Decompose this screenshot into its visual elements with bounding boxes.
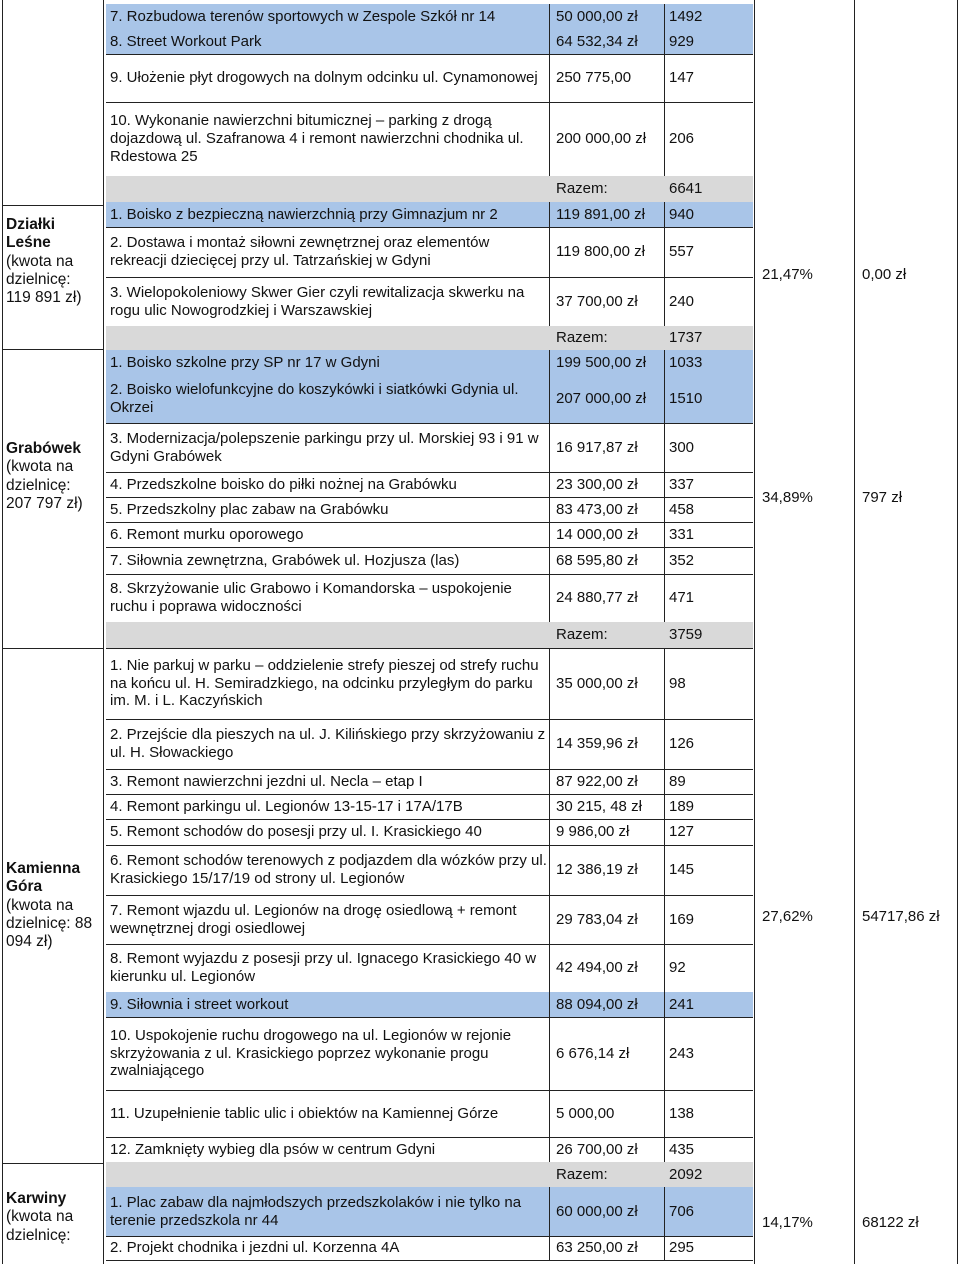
table-row bbox=[106, 472, 753, 497]
project-amount: 6 676,14 zł bbox=[556, 1044, 630, 1062]
cell-divider bbox=[549, 1187, 550, 1236]
cell-divider bbox=[549, 769, 550, 794]
total-row bbox=[106, 1162, 753, 1187]
district-percent: 14,17% bbox=[762, 1214, 813, 1231]
project-name: 1. Boisko szkolne przy SP nr 17 w Gdyni bbox=[110, 353, 380, 371]
total-label: Razem: bbox=[556, 180, 608, 198]
project-amount: 199 500,00 zł bbox=[556, 353, 647, 371]
project-name: 10. Wykonanie nawierzchni bitumicznej – parking z drogą dojazdową ul. Szafranowa 4 i remont nawierzchni chodnika ul. Rdestowa 25 bbox=[110, 112, 524, 165]
cell-divider bbox=[549, 895, 550, 944]
cell-divider bbox=[664, 1137, 665, 1162]
district-remaining: 54717,86 zł bbox=[862, 908, 940, 925]
cell-divider bbox=[549, 423, 550, 472]
cell-divider bbox=[549, 719, 550, 769]
total-votes: 2092 bbox=[669, 1165, 703, 1183]
project-votes: 243 bbox=[669, 1044, 695, 1062]
cell-divider bbox=[664, 648, 665, 719]
cell-divider bbox=[664, 423, 665, 472]
project-votes: 147 bbox=[669, 69, 695, 87]
district-cell-dzialki-lesne bbox=[6, 216, 96, 307]
project-votes: 189 bbox=[669, 797, 695, 815]
cell-divider bbox=[549, 1090, 550, 1137]
project-amount: 42 494,00 zł bbox=[556, 959, 638, 977]
cell-divider bbox=[549, 1017, 550, 1090]
project-votes: 929 bbox=[669, 32, 695, 50]
cell-divider bbox=[664, 497, 665, 522]
project-name: 7. Siłownia zewnętrzna, Grabówek ul. Hozjusza (las) bbox=[110, 551, 460, 569]
cell-divider bbox=[664, 845, 665, 895]
project-name: 8. Street Workout Park bbox=[110, 32, 262, 50]
project-amount: 119 800,00 zł bbox=[556, 243, 645, 261]
project-amount: 83 473,00 zł bbox=[556, 500, 638, 518]
project-amount: 24 880,77 zł bbox=[556, 589, 638, 607]
district-remaining: 0,00 zł bbox=[862, 266, 907, 283]
district-cell-grabowek bbox=[6, 440, 96, 513]
project-name: 7. Remont wjazdu ul. Legionów na drogę osiedlową + remont wewnętrznej drogi osiedlowej bbox=[110, 901, 517, 937]
project-amount: 64 532,34 zł bbox=[556, 32, 638, 50]
table-row bbox=[106, 1236, 753, 1260]
project-name: 1. Plac zabaw dla najmłodszych przedszkolaków i nie tylko na terenie przedszkola nr 44 bbox=[110, 1193, 522, 1229]
district-remaining: 68122 zł bbox=[862, 1214, 919, 1231]
project-votes: 471 bbox=[669, 589, 695, 607]
grid-line bbox=[957, 0, 958, 1264]
cell-divider bbox=[549, 547, 550, 574]
project-votes: 240 bbox=[669, 292, 695, 310]
project-votes: 352 bbox=[669, 551, 695, 569]
district-divider bbox=[2, 205, 104, 206]
project-name: 3. Modernizacja/polepszenie parkingu przy ul. Morskiej 93 i 91 w Gdyni Grabówek bbox=[110, 429, 539, 465]
project-votes: 300 bbox=[669, 438, 695, 456]
cell-divider bbox=[664, 895, 665, 944]
project-amount: 119 891,00 zł bbox=[556, 205, 645, 223]
project-amount: 60 000,00 zł bbox=[556, 1202, 638, 1220]
total-label: Razem: bbox=[556, 329, 608, 347]
project-amount: 87 922,00 zł bbox=[556, 772, 638, 790]
cell-divider bbox=[664, 29, 665, 54]
table-row bbox=[106, 54, 753, 102]
project-name: 9. Siłownia i street workout bbox=[110, 995, 289, 1013]
table-row bbox=[106, 522, 753, 547]
row-divider bbox=[106, 1260, 753, 1261]
cell-divider bbox=[664, 227, 665, 277]
cell-divider bbox=[664, 794, 665, 819]
project-votes: 1033 bbox=[669, 353, 703, 371]
table-row bbox=[106, 202, 753, 227]
cell-divider bbox=[664, 4, 665, 29]
project-name: 3. Wielopokoleniowy Skwer Gier czyli rewitalizacja skwerku na rogu ulic Nowogrodzkiej i Warszawskiej bbox=[110, 283, 525, 319]
project-votes: 458 bbox=[669, 500, 695, 518]
project-amount: 16 917,87 zł bbox=[556, 438, 638, 456]
table-row bbox=[106, 1187, 753, 1236]
total-votes: 6641 bbox=[669, 180, 703, 198]
cell-divider bbox=[664, 375, 665, 423]
project-votes: 331 bbox=[669, 525, 695, 543]
table-row bbox=[106, 1090, 753, 1137]
project-name: 3. Remont nawierzchni jezdni ul. Necla – etap I bbox=[110, 772, 423, 790]
cell-divider bbox=[549, 648, 550, 719]
total-row bbox=[106, 176, 753, 202]
table-row bbox=[106, 227, 753, 277]
project-votes: 557 bbox=[669, 243, 695, 261]
project-name: 2. Dostawa i montaż siłowni zewnętrznej oraz elementów rekreacji dziecięcej przy ul. Tatrzańskiej w Gdyni bbox=[110, 234, 490, 269]
project-votes: 126 bbox=[669, 735, 695, 753]
district-cell-karwiny bbox=[6, 1190, 96, 1245]
project-votes: 145 bbox=[669, 861, 695, 879]
cell-divider bbox=[664, 719, 665, 769]
project-amount: 63 250,00 zł bbox=[556, 1239, 638, 1257]
cell-divider bbox=[664, 1236, 665, 1260]
project-votes: 435 bbox=[669, 1140, 695, 1158]
project-amount: 5 000,00 bbox=[556, 1104, 615, 1122]
table-row bbox=[106, 4, 753, 29]
total-row bbox=[106, 326, 753, 350]
district-divider bbox=[2, 1163, 104, 1164]
table-row bbox=[106, 102, 753, 176]
project-name: 4. Przedszkolne boisko do piłki nożnej na Grabówku bbox=[110, 475, 457, 493]
project-name: 7. Rozbudowa terenów sportowych w Zespole Szkół nr 14 bbox=[110, 7, 496, 25]
project-amount: 12 386,19 zł bbox=[556, 861, 638, 879]
cell-divider bbox=[664, 1090, 665, 1137]
project-name: 8. Remont wyjazdu z posesji przy ul. Ignacego Krasickiego 40 w kierunku ul. Legionów bbox=[110, 950, 537, 985]
district-cell-kamienna-gora bbox=[6, 860, 96, 951]
table-row bbox=[106, 29, 753, 54]
project-name: 4. Remont parkingu ul. Legionów 13-15-17 i 17A/17B bbox=[110, 797, 463, 815]
project-votes: 92 bbox=[669, 959, 686, 977]
cell-divider bbox=[664, 277, 665, 326]
project-name: 6. Remont murku oporowego bbox=[110, 525, 304, 543]
district-remaining: 797 zł bbox=[862, 489, 903, 506]
project-amount: 50 000,00 zł bbox=[556, 7, 638, 25]
project-votes: 1492 bbox=[669, 7, 703, 25]
project-votes: 1510 bbox=[669, 390, 703, 408]
project-votes: 138 bbox=[669, 1104, 695, 1122]
cell-divider bbox=[549, 944, 550, 992]
cell-divider bbox=[549, 794, 550, 819]
table-row bbox=[106, 423, 753, 472]
district-divider bbox=[2, 349, 104, 350]
cell-divider bbox=[664, 574, 665, 622]
district-name: Grabówek bbox=[6, 440, 81, 457]
total-label: Razem: bbox=[556, 626, 608, 644]
cell-divider bbox=[664, 522, 665, 547]
cell-divider bbox=[664, 769, 665, 794]
cell-divider bbox=[549, 29, 550, 54]
project-amount: 37 700,00 zł bbox=[556, 292, 638, 310]
district-name: Kamienna Góra bbox=[6, 860, 81, 896]
district-info: (kwota na dzielnicę: 207 797 zł) bbox=[6, 458, 83, 512]
project-name: 2. Przejście dla pieszych na ul. J. Kilińskiego przy skrzyżowaniu z ul. H. Słowackiego bbox=[110, 726, 546, 761]
project-votes: 295 bbox=[669, 1239, 695, 1257]
table-row bbox=[106, 277, 753, 326]
district-percent: 27,62% bbox=[762, 908, 813, 925]
grid-line bbox=[854, 0, 855, 1264]
table-row bbox=[106, 1017, 753, 1090]
project-name: 2. Boisko wielofunkcyjne do koszykówki i siatkówki Gdynia ul. Okrzei bbox=[110, 381, 519, 416]
district-percent: 21,47% bbox=[762, 266, 813, 283]
project-name: 9. Ułożenie płyt drogowych na dolnym odcinku ul. Cynamonowej bbox=[110, 69, 538, 87]
project-name: 11. Uzupełnienie tablic ulic i obiektów na Kamiennej Górze bbox=[110, 1104, 499, 1122]
project-votes: 241 bbox=[669, 995, 695, 1013]
project-name: 12. Zamknięty wybieg dla psów w centrum Gdyni bbox=[110, 1140, 436, 1158]
cell-divider bbox=[549, 1137, 550, 1162]
table-row bbox=[106, 375, 753, 423]
table-row bbox=[106, 350, 753, 375]
project-name: 1. Nie parkuj w parku – oddzielenie strefy pieszej od strefy ruchu na końcu ul. H. Semiradzkiego, na odcinku przyległym do parku im. M. i L. Kaczyńskich bbox=[110, 656, 539, 710]
cell-divider bbox=[549, 819, 550, 845]
cell-divider bbox=[549, 277, 550, 326]
project-amount: 68 595,80 zł bbox=[556, 551, 638, 569]
project-name: 5. Przedszkolny plac zabaw na Grabówku bbox=[110, 500, 389, 518]
cell-divider bbox=[549, 574, 550, 622]
project-amount: 14 359,96 zł bbox=[556, 735, 638, 753]
project-votes: 98 bbox=[669, 674, 686, 692]
project-amount: 26 700,00 zł bbox=[556, 1140, 638, 1158]
cell-divider bbox=[549, 497, 550, 522]
grid-line bbox=[2, 0, 3, 1264]
cell-divider bbox=[549, 102, 550, 176]
cell-divider bbox=[664, 1187, 665, 1236]
cell-divider bbox=[664, 819, 665, 845]
cell-divider bbox=[664, 350, 665, 375]
table-row bbox=[106, 497, 753, 522]
table-row bbox=[106, 1137, 753, 1162]
project-votes: 940 bbox=[669, 205, 695, 223]
project-votes: 206 bbox=[669, 130, 695, 148]
district-divider bbox=[2, 648, 104, 649]
total-votes: 1737 bbox=[669, 329, 703, 347]
project-name: 6. Remont schodów terenowych z podjazdem dla wózków przy ul. Krasickiego 15/17/19 od strony ul. Legionów bbox=[110, 852, 547, 887]
project-name: 10. Uspokojenie ruchu drogowego na ul. Legionów w rejonie skrzyżowania z ul. Krasickiego poprzez wykonanie progu zwalniającego bbox=[110, 1026, 512, 1080]
cell-divider bbox=[664, 202, 665, 227]
table-row bbox=[106, 547, 753, 574]
total-label: Razem: bbox=[556, 1165, 608, 1183]
table-row bbox=[106, 574, 753, 622]
cell-divider bbox=[549, 845, 550, 895]
project-amount: 88 094,00 zł bbox=[556, 995, 638, 1013]
grid-line bbox=[103, 0, 104, 1264]
project-votes: 337 bbox=[669, 475, 695, 493]
table-row bbox=[106, 845, 753, 895]
table-row bbox=[106, 648, 753, 719]
project-amount: 250 775,00 bbox=[556, 69, 632, 87]
project-votes: 89 bbox=[669, 772, 686, 790]
cell-divider bbox=[549, 992, 550, 1017]
project-name: 8. Skrzyżowanie ulic Grabowo i Komandorska – uspokojenie ruchu i poprawa widoczności bbox=[110, 580, 512, 615]
table-row bbox=[106, 895, 753, 944]
project-name: 2. Projekt chodnika i jezdni ul. Korzenna 4A bbox=[110, 1239, 400, 1257]
project-amount: 29 783,04 zł bbox=[556, 910, 638, 928]
project-name: 1. Boisko z bezpieczną nawierzchnią przy Gimnazjum nr 2 bbox=[110, 205, 498, 223]
cell-divider bbox=[664, 54, 665, 102]
grid-line bbox=[754, 0, 755, 1264]
table-row bbox=[106, 819, 753, 845]
total-votes: 3759 bbox=[669, 626, 703, 644]
project-votes: 127 bbox=[669, 823, 695, 841]
project-amount: 207 000,00 zł bbox=[556, 390, 647, 408]
project-votes: 169 bbox=[669, 910, 695, 928]
cell-divider bbox=[549, 1236, 550, 1260]
cell-divider bbox=[549, 202, 550, 227]
district-percent: 34,89% bbox=[762, 489, 813, 506]
cell-divider bbox=[549, 4, 550, 29]
table-row bbox=[106, 992, 753, 1017]
cell-divider bbox=[549, 227, 550, 277]
total-row bbox=[106, 622, 753, 648]
cell-divider bbox=[549, 375, 550, 423]
table-row bbox=[106, 719, 753, 769]
table-row bbox=[106, 769, 753, 794]
district-name: Karwiny bbox=[6, 1190, 67, 1207]
table-row bbox=[106, 794, 753, 819]
project-amount: 35 000,00 zł bbox=[556, 674, 638, 692]
project-amount: 23 300,00 zł bbox=[556, 475, 638, 493]
project-amount: 14 000,00 zł bbox=[556, 525, 638, 543]
project-name: 5. Remont schodów do posesji przy ul. I. Krasickiego 40 bbox=[110, 823, 482, 841]
cell-divider bbox=[549, 54, 550, 102]
project-votes: 706 bbox=[669, 1202, 695, 1220]
table-row bbox=[106, 944, 753, 992]
cell-divider bbox=[664, 944, 665, 992]
cell-divider bbox=[549, 522, 550, 547]
cell-divider bbox=[664, 992, 665, 1017]
cell-divider bbox=[664, 102, 665, 176]
cell-divider bbox=[664, 547, 665, 574]
district-name: Działki Leśne bbox=[6, 216, 56, 252]
cell-divider bbox=[664, 1017, 665, 1090]
cell-divider bbox=[549, 472, 550, 497]
district-info: (kwota na dzielnicę: 119 891 zł) bbox=[6, 252, 82, 307]
district-info: (kwota na dzielnicę: bbox=[6, 1208, 74, 1244]
project-amount: 30 215, 48 zł bbox=[556, 797, 642, 815]
project-amount: 9 986,00 zł bbox=[556, 823, 630, 841]
cell-divider bbox=[664, 472, 665, 497]
project-amount: 200 000,00 zł bbox=[556, 130, 647, 148]
district-info: (kwota na dzielnicę: 88 094 zł) bbox=[6, 896, 93, 951]
cell-divider bbox=[549, 350, 550, 375]
